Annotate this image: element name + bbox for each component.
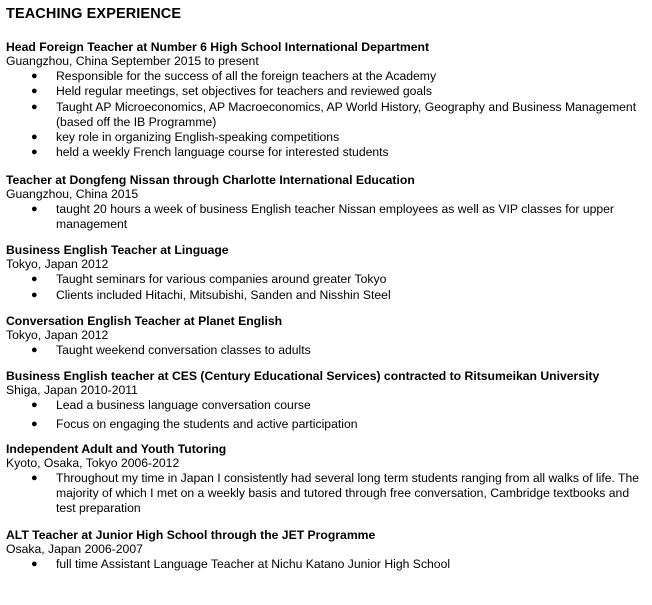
- bullet-text: Clients included Hitachi, Mitsubishi, Sanden and Nisshin Steel: [56, 287, 391, 302]
- bullet-item: [6, 130, 650, 145]
- job-bullet-list: [6, 69, 650, 161]
- bullet-text: Held regular meetings, set objectives for teachers and reviewed goals: [56, 84, 432, 99]
- job-title: Business English Teacher at Linguage: [6, 243, 229, 258]
- job-location-dates: Guangzhou, China 2015: [6, 186, 139, 201]
- bullet-icon: ●: [31, 288, 38, 301]
- job-title: Conversation English Teacher at Planet English: [6, 313, 283, 328]
- job-location-dates: Tokyo, Japan 2012: [6, 257, 109, 272]
- bullet-text: full time Assistant Language Teacher at Nichu Katano Junior High School: [56, 556, 451, 571]
- job-title: Independent Adult and Youth Tutoring: [6, 441, 227, 456]
- job-entry: [6, 369, 650, 432]
- bullet-icon: ●: [31, 273, 38, 286]
- bullet-item: [6, 272, 650, 287]
- job-location-dates: Kyoto, Osaka, Tokyo 2006-2012: [6, 455, 180, 470]
- job-entry: [6, 243, 650, 303]
- bullet-item: [6, 471, 650, 517]
- job-bullet-list: [6, 343, 650, 358]
- job-location-dates: Osaka, Japan 2006-2007: [6, 541, 143, 556]
- job-title: Business English teacher at CES (Century Educational Services) contracted to Ritsumeikan University: [6, 369, 600, 384]
- job-bullet-list: [6, 202, 650, 233]
- bullet-item: [6, 69, 650, 84]
- bullet-icon: ●: [31, 417, 38, 430]
- job-entry: [6, 173, 650, 233]
- bullet-text: Taught weekend conversation classes to adults: [56, 342, 311, 357]
- section-title: TEACHING EXPERIENCE: [6, 6, 182, 22]
- bullet-icon: ●: [31, 471, 38, 484]
- job-bullet-list: [6, 398, 650, 432]
- bullet-text: Lead a business language conversation course: [56, 398, 311, 413]
- bullet-item: [6, 557, 650, 572]
- bullet-text: Taught seminars for various companies around greater Tokyo: [56, 272, 387, 287]
- job-bullet-list: [6, 471, 650, 517]
- job-title: ALT Teacher at Junior High School through the JET Programme: [6, 527, 376, 542]
- job-entry: [6, 314, 650, 358]
- bullet-text: held a weekly French language course for interested students: [56, 145, 389, 160]
- bullet-icon: ●: [31, 70, 38, 82]
- bullet-icon: ●: [31, 557, 38, 570]
- bullet-item: [6, 84, 650, 99]
- bullet-icon: ●: [31, 399, 38, 412]
- job-entry: [6, 40, 650, 161]
- bullet-icon: ●: [31, 146, 38, 159]
- bullet-item: [6, 417, 650, 432]
- job-location-dates: Guangzhou, China September 2015 to present: [6, 54, 259, 68]
- bullet-icon: ●: [31, 85, 38, 98]
- job-bullet-list: [6, 272, 650, 303]
- bullet-icon: ●: [31, 343, 38, 356]
- job-entry: [6, 528, 650, 572]
- bullet-text: Responsible for the success of all the foreign teachers at the Academy: [56, 69, 437, 83]
- bullet-text: taught 20 hours a week of business English teacher Nissan employees as well as VIP classes for upper management: [56, 201, 614, 232]
- bullet-item: [6, 145, 650, 160]
- bullet-text: Taught AP Microeconomics, AP Macroeconomics, AP World History, Geography and Business Management (based off the IB Programme): [56, 99, 637, 129]
- bullet-icon: ●: [31, 100, 38, 113]
- bullet-text: Focus on engaging the students and active participation: [56, 416, 358, 431]
- job-bullet-list: [6, 557, 650, 572]
- bullet-item: [6, 100, 650, 131]
- job-location-dates: Tokyo, Japan 2012: [6, 327, 109, 342]
- bullet-icon: ●: [31, 202, 38, 215]
- bullet-icon: ●: [31, 131, 38, 144]
- job-title: Head Foreign Teacher at Number 6 High School International Department: [6, 40, 430, 54]
- bullet-item: [6, 202, 650, 233]
- job-entry: [6, 442, 650, 517]
- bullet-item: [6, 288, 650, 303]
- resume-document: [6, 5, 650, 580]
- bullet-item: [6, 343, 650, 358]
- bullet-text: Throughout my time in Japan I consistently had several long term students ranging from all walks of life. The majority of which I met on a weekly basis and tutored through free conversation, Cambridge textbooks and test preparation: [56, 470, 640, 516]
- bullet-item: [6, 398, 650, 413]
- job-location-dates: Shiga, Japan 2010-2011: [6, 383, 138, 398]
- job-title: Teacher at Dongfeng Nissan through Charlotte International Education: [6, 172, 415, 187]
- bullet-text: key role in organizing English-speaking competitions: [56, 130, 340, 145]
